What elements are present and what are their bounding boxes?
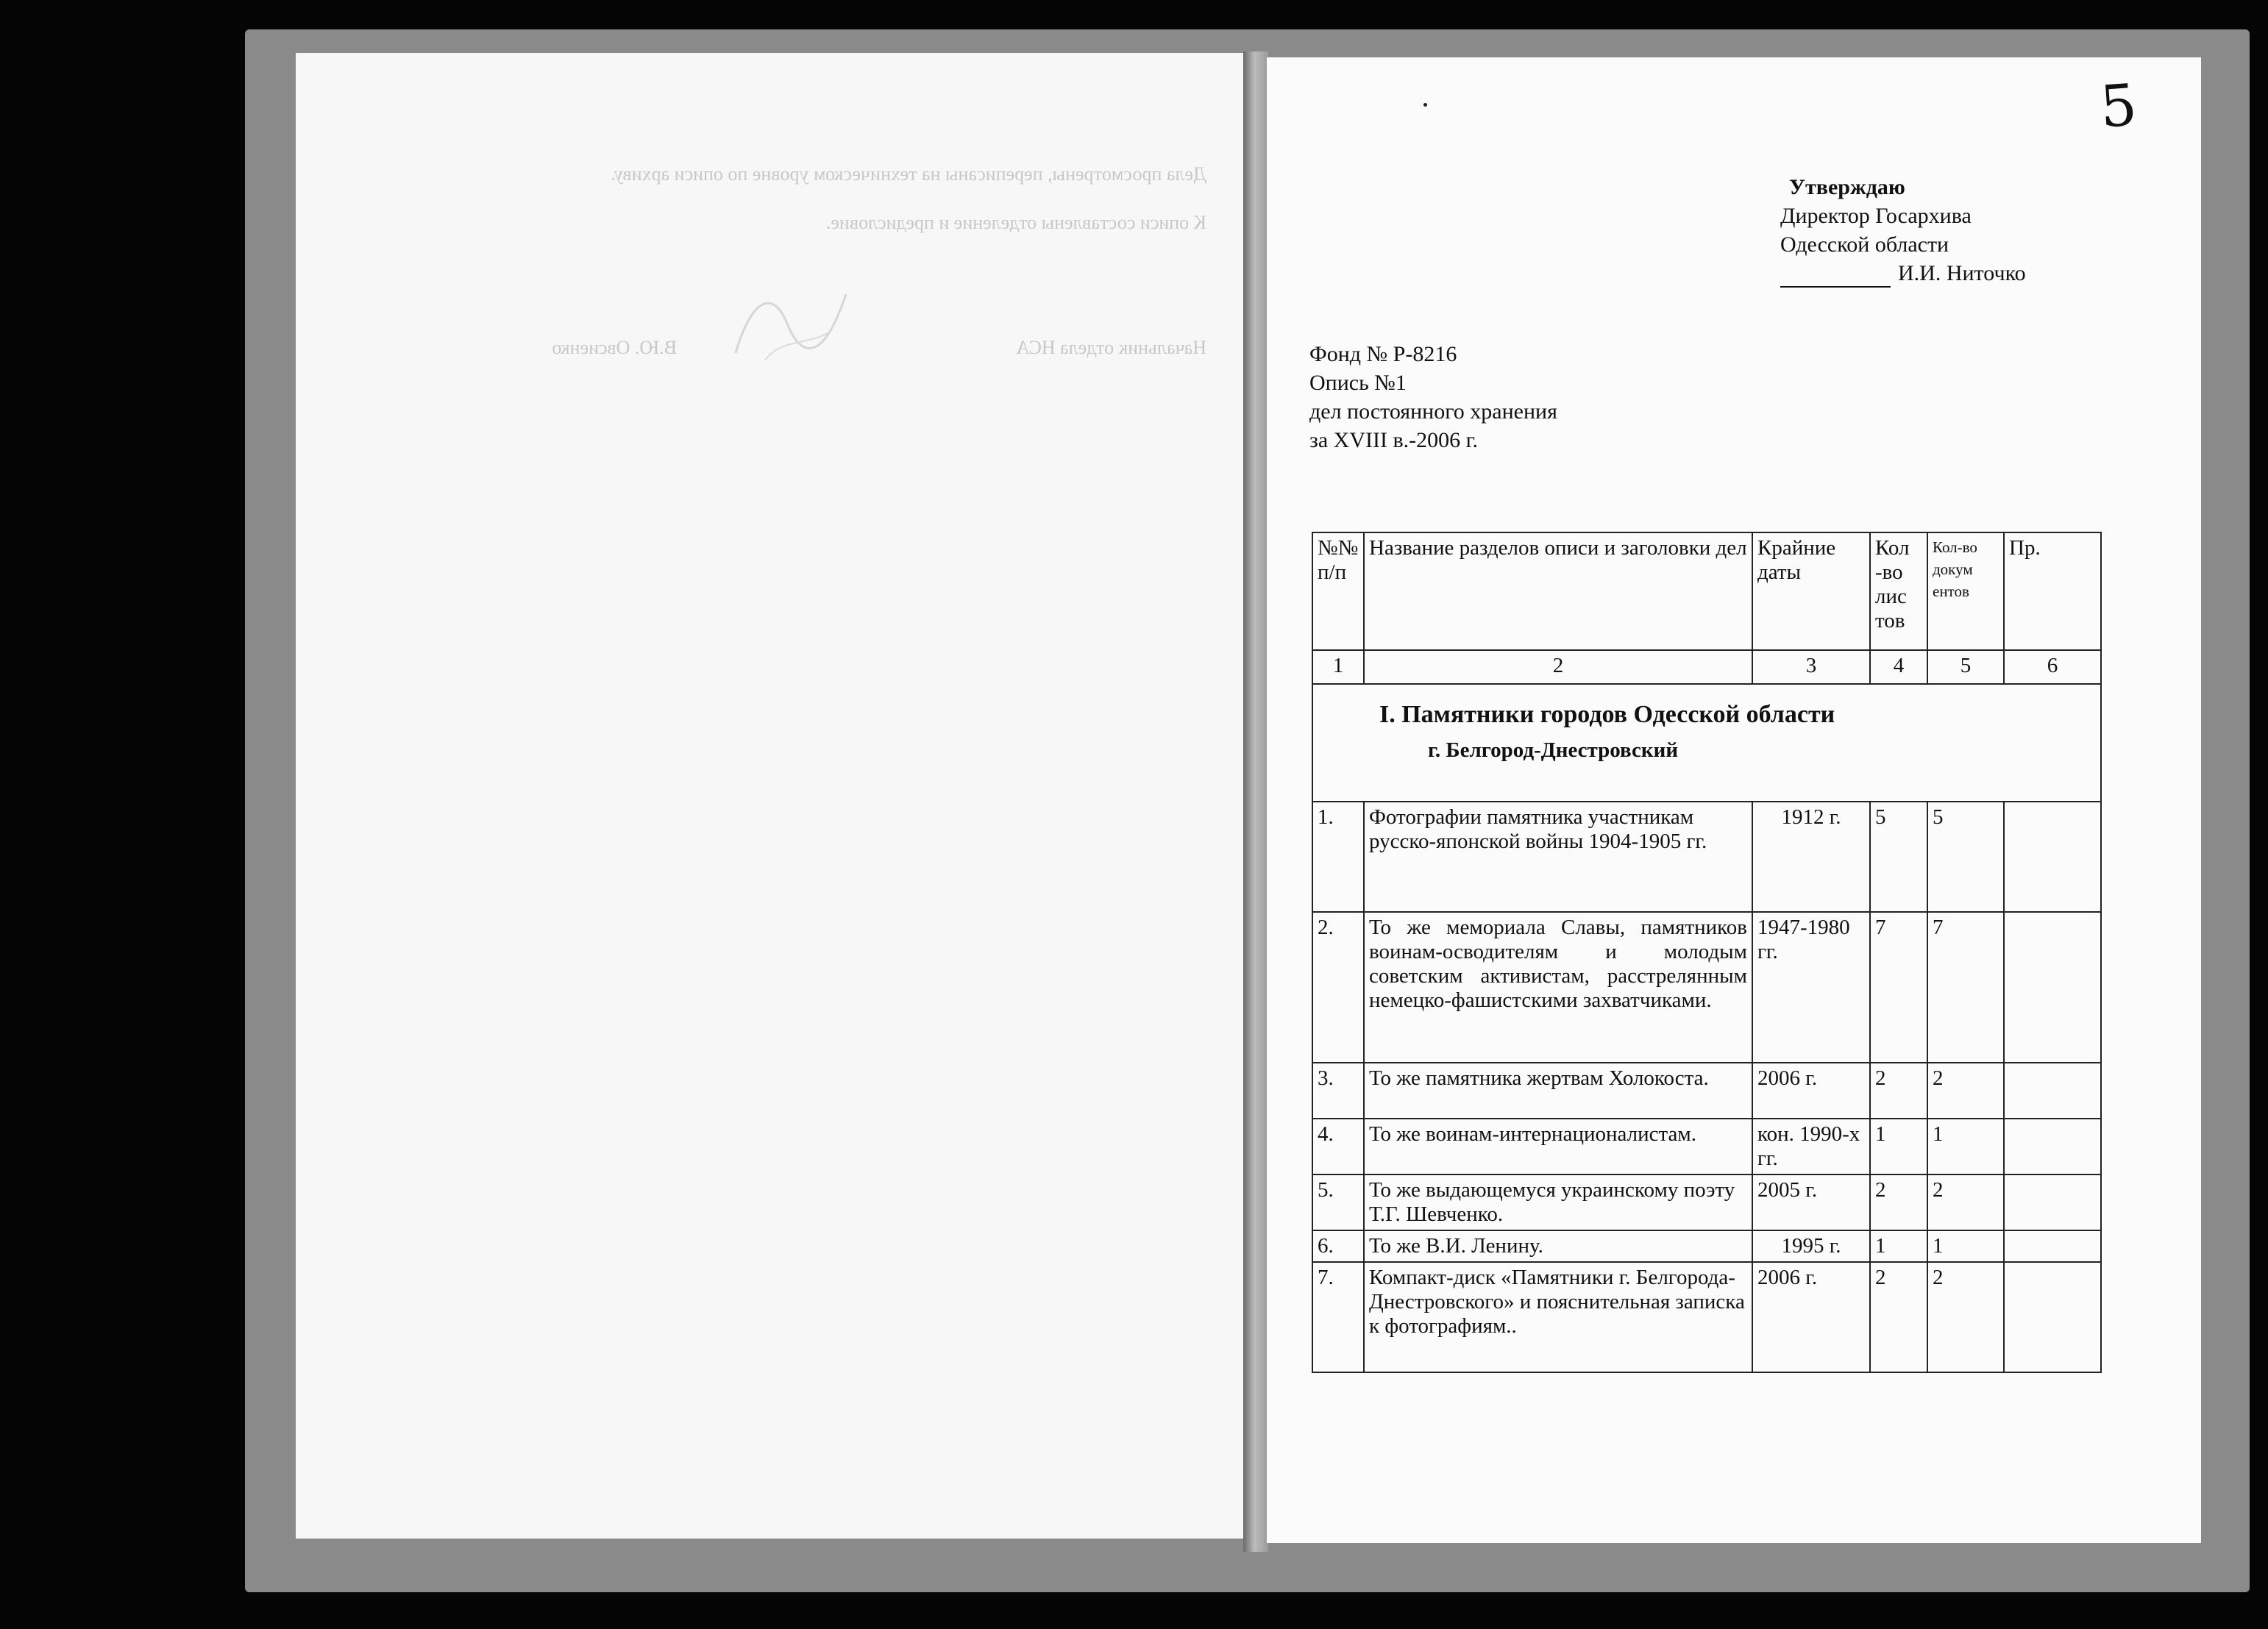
row-docs: 2: [1927, 1174, 2004, 1230]
bleed-through-text: Дела просмотрены, переписаны на техническом уровне по описи архиву.: [611, 163, 1206, 185]
header-num: №№ п/п: [1312, 532, 1364, 650]
row-docs: 7: [1927, 912, 2004, 1063]
row-dates: 2005 г.: [1752, 1174, 1870, 1230]
row-num: 4.: [1312, 1119, 1364, 1174]
row-note: [2004, 1119, 2101, 1174]
row-sheets: 2: [1870, 1063, 1927, 1119]
table-row: [1312, 912, 2101, 1063]
approval-title: Утверждаю: [1789, 175, 1905, 199]
section-title: I. Памятники городов Одесской области: [1379, 701, 1835, 728]
row-note: [2004, 912, 2101, 1063]
row-dates: 1995 г.: [1752, 1230, 1870, 1262]
storage-type: дел постоянного хранения: [1309, 399, 1557, 424]
row-docs: 2: [1927, 1262, 2004, 1372]
subsection-title: г. Белгород-Днестровский: [1428, 738, 1679, 762]
book-gutter: [1243, 51, 1268, 1552]
row-title: Фотографии памятника участникам русско-японской войны 1904-1905 гг.: [1364, 802, 1752, 912]
header-note: Пр.: [2004, 532, 2101, 650]
table-row: [1312, 1063, 2101, 1119]
table-row: [1312, 1119, 2101, 1174]
row-num: 6.: [1312, 1230, 1364, 1262]
column-number: 1: [1312, 650, 1364, 684]
header-dates: Крайние даты: [1752, 532, 1870, 650]
faint-signature-stamp: [721, 272, 868, 375]
column-number: 5: [1927, 650, 2004, 684]
row-docs: 5: [1927, 802, 2004, 912]
handwritten-page-number: 5: [2097, 72, 2139, 141]
row-dates: 2006 г.: [1752, 1262, 1870, 1372]
fund-heading: [1309, 340, 1557, 455]
row-note: [2004, 1174, 2101, 1230]
column-numbers-row: [1312, 650, 2101, 684]
row-sheets: 1: [1870, 1230, 1927, 1262]
bleed-through-text: К описи составлены отделение и предисловие.: [825, 212, 1206, 233]
column-number: 6: [2004, 650, 2101, 684]
row-title: То же В.И. Ленину.: [1364, 1230, 1752, 1262]
row-title: То же выдающемуся украинскому поэту Т.Г. Шевченко.: [1364, 1174, 1752, 1230]
table-row: [1312, 1262, 2101, 1372]
table-header-row: [1312, 532, 2101, 650]
row-title: То же воинам-интернационалистам.: [1364, 1119, 1752, 1174]
row-docs: 1: [1927, 1230, 2004, 1262]
approval-position: Директор Госархива: [1780, 204, 1972, 228]
row-num: 1.: [1312, 802, 1364, 912]
row-num: 2.: [1312, 912, 1364, 1063]
date-range: за XVIII в.-2006 г.: [1309, 428, 1479, 452]
row-note: [2004, 1230, 2101, 1262]
row-dates: 2006 г.: [1752, 1063, 1870, 1119]
row-docs: 2: [1927, 1063, 2004, 1119]
approval-signature-line: [1780, 259, 2026, 288]
row-title: То же мемориала Славы, памятников воинам-осводителям и молодым советским активистам, расстрелянным немецко-фашистскими захватчиками.: [1364, 912, 1752, 1063]
row-note: [2004, 802, 2101, 912]
bleed-through-text: В.Ю. Овсиенко: [552, 337, 677, 358]
row-sheets: 2: [1870, 1262, 1927, 1372]
table-row: [1312, 1230, 2101, 1262]
approval-signatory: И.И. Ниточко: [1898, 261, 2026, 285]
column-number: 4: [1870, 650, 1927, 684]
approval-organization: Одесской области: [1780, 232, 1949, 257]
row-title: То же памятника жертвам Холокоста.: [1364, 1063, 1752, 1119]
row-note: [2004, 1063, 2101, 1119]
row-num: 5.: [1312, 1174, 1364, 1230]
row-docs: 1: [1927, 1119, 2004, 1174]
row-title: Компакт-диск «Памятники г. Белгорода-Днестровского» и пояснительная записка к фотографиям..: [1364, 1262, 1752, 1372]
header-sheets: Кол -во лис тов: [1870, 532, 1927, 650]
fund-number: Фонд № Р-8216: [1309, 342, 1457, 366]
table-row: [1312, 1174, 2101, 1230]
inventory-number: Опись №1: [1309, 371, 1407, 395]
row-sheets: 2: [1870, 1174, 1927, 1230]
inventory-table: [1312, 532, 2102, 1373]
row-sheets: 5: [1870, 802, 1927, 912]
row-num: 3.: [1312, 1063, 1364, 1119]
header-title: Название разделов описи и заголовки дел: [1364, 532, 1752, 650]
row-dates: кон. 1990-х гг.: [1752, 1119, 1870, 1174]
page-mark: [1423, 103, 1427, 107]
row-sheets: 1: [1870, 1119, 1927, 1174]
column-number: 3: [1752, 650, 1870, 684]
row-dates: 1947-1980 гг.: [1752, 912, 1870, 1063]
section-heading-row: [1312, 684, 2101, 802]
row-dates: 1912 г.: [1752, 802, 1870, 912]
row-num: 7.: [1312, 1262, 1364, 1372]
header-docs: Кол-во докум ентов: [1927, 532, 2004, 650]
row-note: [2004, 1262, 2101, 1372]
column-number: 2: [1364, 650, 1752, 684]
bleed-through-text: Начальник отдела НСА: [1016, 337, 1206, 358]
row-sheets: 7: [1870, 912, 1927, 1063]
table-row: [1312, 802, 2101, 912]
approval-block: [1780, 173, 2026, 288]
